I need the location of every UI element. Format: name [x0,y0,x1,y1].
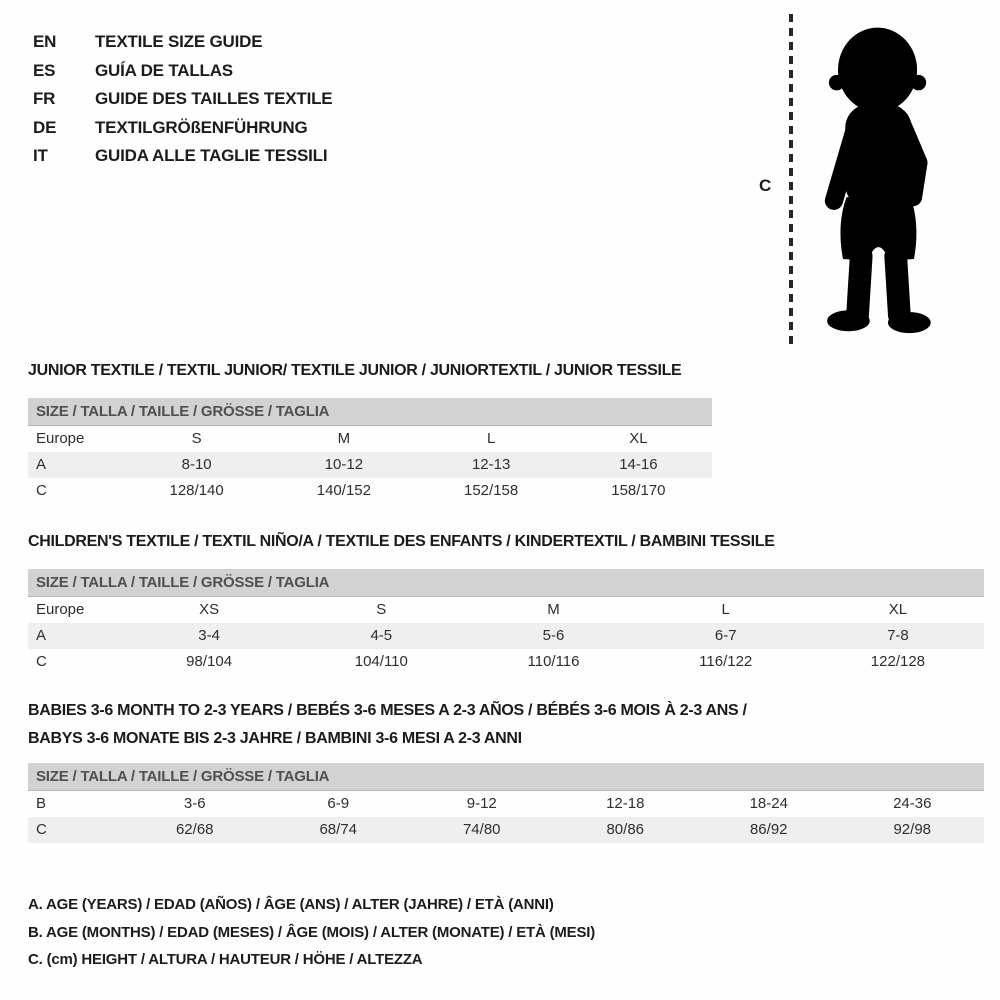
language-row [33,28,332,57]
table-cell: 104/110 [354,653,408,670]
table-cell: M [547,601,560,618]
table-cell: 18-24 [749,795,788,812]
section-title: JUNIOR TEXTILE / TEXTIL JUNIOR/ TEXTILE JUNIOR / JUNIORTEXTIL / JUNIOR TESSILE [28,362,682,379]
table-cell: 80/86 [606,821,645,838]
table-cell: 14-16 [619,456,658,473]
row-label: B [36,795,47,812]
table-cell: S [191,430,202,447]
table-cell: 122/128 [870,653,926,670]
table-row [28,597,984,623]
table-row [28,478,712,504]
table-cell: 62/68 [175,821,214,838]
language-code: IT [33,146,48,166]
language-code: ES [33,60,56,80]
row-label: A [36,456,47,473]
section-babies-textile [28,697,984,843]
table-cell: 3-6 [183,795,206,812]
table-cell: 140/152 [316,482,371,499]
toddler-silhouette-icon [803,13,953,345]
table-cell: 6-7 [714,627,737,644]
table-cell: XL [629,430,648,447]
section-title: BABYS 3-6 MONATE BIS 2-3 JAHRE / BAMBINI 3-6 MESI A 2-3 ANNI [28,730,522,747]
table-cell: 10-12 [324,456,364,473]
row-label: Europe [36,430,85,447]
table-cell: 24-36 [893,795,932,812]
footnote-line: A. AGE (YEARS) / EDAD (AÑOS) / ÂGE (ANS) / ALTER (JAHRE) / ETÀ (ANNI) [28,896,554,913]
language-title: TEXTILE SIZE GUIDE [95,32,263,52]
table-row [28,452,712,478]
height-dashed-line [789,14,793,346]
table-cell: L [486,430,496,447]
language-title: GUIDE DES TAILLES TEXTILE [95,89,333,109]
section-junior-textile [28,360,712,504]
table-cell: 5-6 [542,627,565,644]
language-title: GUIDA ALLE TAGLIE TESSILI [95,146,328,166]
row-label: C [36,653,47,670]
table-cell: 128/140 [169,482,224,499]
table-row [28,649,984,675]
section-title: CHILDREN'S TEXTILE / TEXTIL NIÑO/A / TEXTILE DES ENFANTS / KINDERTEXTIL / BAMBINI TESSILE [28,533,775,550]
language-code: FR [33,89,56,109]
table-cell: 12-18 [606,795,645,812]
row-label: Europe [36,601,85,618]
row-label: C [36,482,47,499]
footnote-legend [28,891,595,974]
table-cell: XL [888,601,908,618]
table-row [28,817,984,843]
table-row [28,426,712,452]
section-childrens-textile [28,531,984,675]
language-row [33,142,332,171]
language-title: TEXTILGRÖßENFÜHRUNG [95,117,308,137]
table-cell: 3-4 [198,627,220,644]
table-cell: 4-5 [370,627,393,644]
language-row [33,85,332,114]
table-row [28,623,984,649]
table-cell: 158/170 [611,482,666,499]
table-cell: M [337,430,351,447]
table-cell: 6-9 [327,795,350,812]
section-title: BABIES 3-6 MONTH TO 2-3 YEARS / BEBÉS 3-6 MESES A 2-3 AÑOS / BÉBÉS 3-6 MOIS À 2-3 ANS / [28,702,747,719]
table-cell: L [721,601,730,618]
table-cell: 116/122 [699,653,753,670]
table-cell: 152/158 [464,482,519,499]
row-label: A [36,627,47,644]
table-cell: 8-10 [181,456,212,473]
table-cell: 110/116 [527,653,580,670]
table-row [28,791,984,817]
table-cell: 86/92 [749,821,788,838]
table-cell: 98/104 [186,653,233,670]
language-row [33,114,332,143]
footnote-line: B. AGE (MONTHS) / EDAD (MESES) / ÂGE (MOIS) / ALTER (MONATE) / ETÀ (MESI) [28,923,596,941]
language-code: DE [33,117,57,137]
footnote-line: C. (cm) HEIGHT / ALTURA / HAUTEUR / HÖHE / ALTEZZA [28,951,423,968]
table-cell: 7-8 [887,627,909,644]
table-cell: 92/98 [893,821,932,838]
size-header-bar: SIZE / TALLA / TAILLE / GRÖSSE / TAGLIA [28,398,712,426]
table-cell: 9-12 [466,795,497,812]
language-row [33,57,332,86]
size-header-bar: SIZE / TALLA / TAILLE / GRÖSSE / TAGLIA [28,763,984,791]
row-label: C [36,821,47,838]
table-cell: 12-13 [471,456,511,473]
language-list [33,28,332,171]
table-cell: XS [199,601,220,618]
language-code: EN [33,32,57,52]
language-title: GUÍA DE TALLAS [95,60,233,80]
size-header-bar: SIZE / TALLA / TAILLE / GRÖSSE / TAGLIA [28,569,984,597]
table-cell: 74/80 [462,821,501,838]
table-cell: S [376,601,387,618]
table-cell: 68/74 [319,821,358,838]
height-label-c: C [759,176,772,195]
